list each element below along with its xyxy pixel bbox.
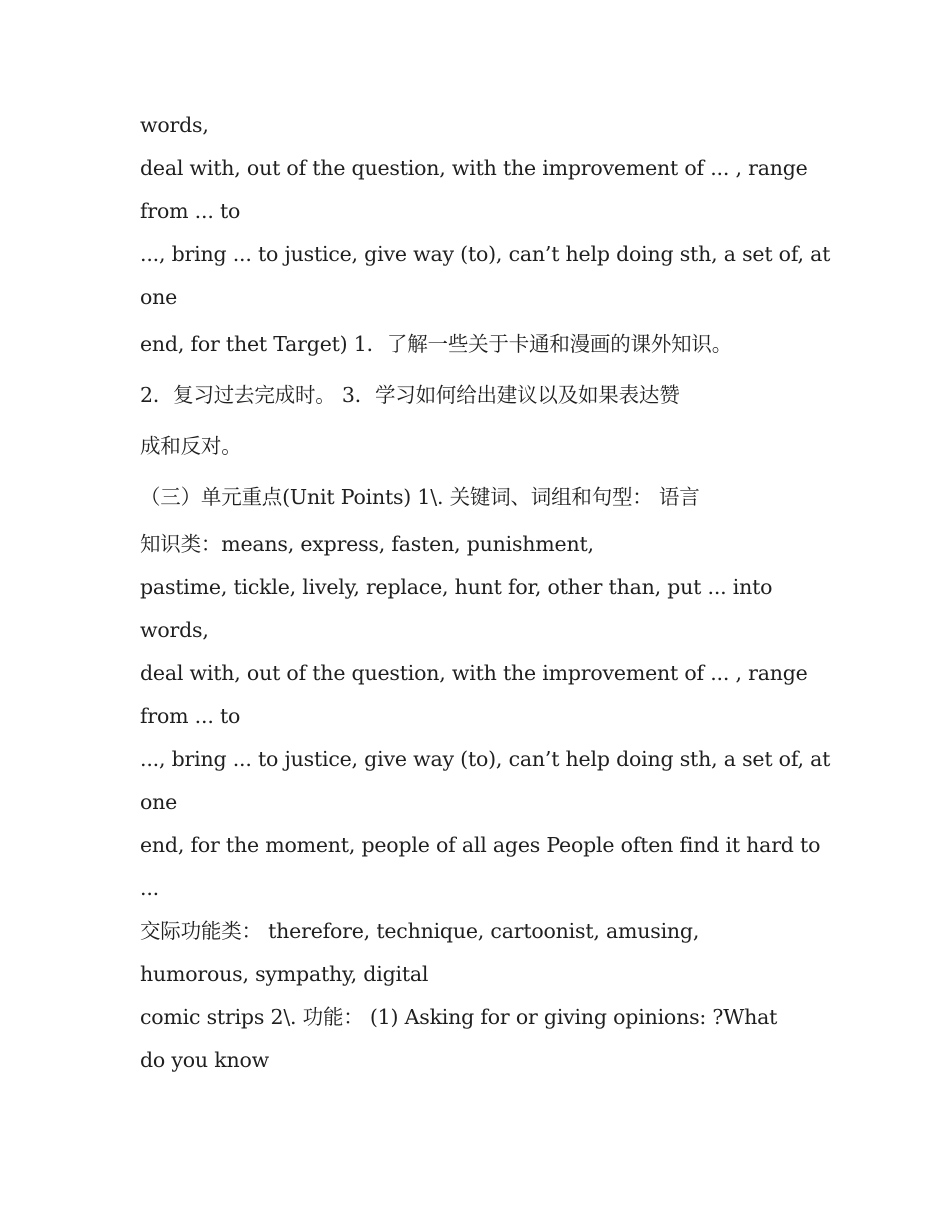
- text-line: from ... to: [140, 199, 241, 223]
- text-line: end, for thet Target) 1．了解一些关于卡通和漫画的课外知识。: [140, 332, 733, 356]
- text-line: one: [140, 285, 178, 309]
- text-line: ..., bring ... to justice, give way (to), can’t help doing sth, a set of, at: [140, 747, 831, 771]
- text-line: words,: [140, 113, 209, 137]
- text-line: deal with, out of the question, with the improvement of ... , range: [140, 661, 808, 685]
- text-line: end, for the moment, people of all ages People often find it hard to: [140, 833, 821, 857]
- text-line: do you know: [140, 1048, 269, 1072]
- document-body: [140, 104, 830, 1082]
- text-line: ..., bring ... to justice, give way (to), can’t help doing sth, a set of, at: [140, 242, 831, 266]
- text-line: 2．复习过去完成时。 3．学习如何给出建议以及如果表达赞: [140, 383, 680, 407]
- text-line: 成和反对。: [140, 434, 242, 458]
- text-line: ...: [140, 876, 159, 900]
- text-line: 知识类：means, express, fasten, punishment,: [140, 532, 594, 556]
- text-line: words,: [140, 618, 209, 642]
- text-line: 交际功能类： therefore, technique, cartoonist, amusing,: [140, 919, 700, 943]
- text-line: deal with, out of the question, with the improvement of ... , range: [140, 156, 808, 180]
- text-line: one: [140, 790, 178, 814]
- text-line: pastime, tickle, lively, replace, hunt for, other than, put ... into: [140, 575, 773, 599]
- text-line: humorous, sympathy, digital: [140, 962, 429, 986]
- text-line: comic strips 2\. 功能： (1) Asking for or giving opinions: ?What: [140, 1005, 778, 1029]
- text-line: （三）单元重点(Unit Points) 1\. 关键词、词组和句型： 语言: [140, 485, 700, 509]
- text-line: from ... to: [140, 704, 241, 728]
